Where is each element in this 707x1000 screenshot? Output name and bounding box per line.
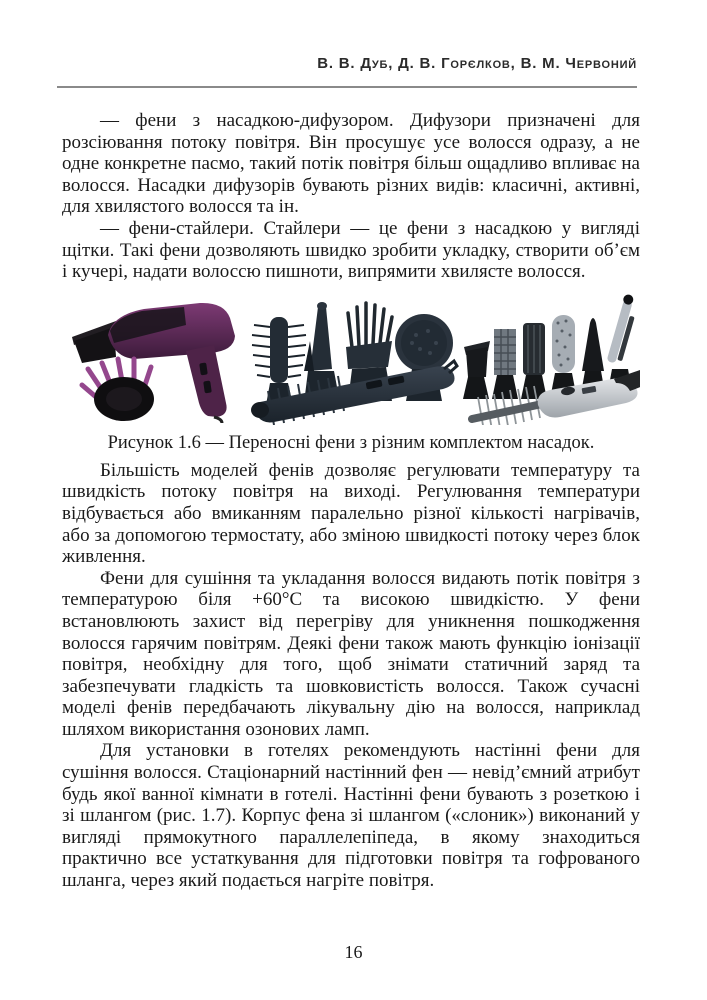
body-paragraph: — фени з насадкою-дифузором. Дифузори призначені для розсіювання потоку повітря. Він просушує усе волосся одразу, а не одне конкретне пасмо, такий потік повітря більш ощадливо впливає на волосся. Насадки дифузорів бувають різних видів: класичні, активні, для хвилястого волосся та ін. <box>62 110 640 218</box>
silver-styler-set-photo <box>463 293 640 425</box>
body-paragraph: Фени для сушіння та укладання волосся видають потік повітря з температурою біля +60°С та високою швидкістю. У фени встановлюють захист від перегріву для уникнення пошкодження волосся гарячим повітрям. Деякі фени також мають функцію іонізації повітря, необхідну для того, щоб знімати статичний заряд та забезпечувати гладкість та шовковистість волосся. Також сучасні моделі фенів передбачають лікувальну дію на волосся, наприклад шляхом використання озонових ламп. <box>62 567 640 740</box>
page-content <box>62 110 640 892</box>
purple-hair-dryer-photo <box>72 303 235 423</box>
running-header <box>57 55 637 72</box>
page-number: 16 <box>344 942 363 962</box>
figure-image <box>62 291 640 425</box>
header-rule <box>57 86 637 88</box>
body-paragraph: — фени-стайлери. Стайлери — це фени з насадкою у вигляді щітки. Такі фени дозволяють швидко зробити укладку, створити об’єм і кучері, надати волоссю пишноти, випрямити хвилясте волосся. <box>62 217 640 283</box>
figure-1-6 <box>62 291 640 454</box>
hair-dryers-photo <box>62 291 640 425</box>
figure-caption: Рисунок 1.6 — Переносні фени з різним комплектом насадок. <box>107 432 595 453</box>
body-paragraph: Більшість моделей фенів дозволяє регулювати температуру та швидкість потоку повітря на виході. Регулювання температури відбувається або вмиканням паралельно різної кількості нагрівачів, або за допомогою термостату, або зміною швидкості потоку через блок живлення. <box>62 459 640 568</box>
dark-styler-set-photo <box>251 302 457 425</box>
header-authors: В. В. Дуб, Д. В. Горєлков, В. М. Червоний <box>317 55 637 72</box>
body-paragraph: Для установки в готелях рекомендують настінні фени для сушіння волосся. Стаціонарний настінний фен — невід’ємний атрибут будь якої ванної кімнати в готелі. Настінні фени бувають з розеткою і зі шлангом (рис. 1.7). Корпус фена зі шлангом («слоник») виконаний у вигляді прямокутного параллелепіпеда, в якому знаходиться практично все устаткування для підготовки повітря та гофрованого шланга, через який подається нагріте повітря. <box>62 740 640 892</box>
